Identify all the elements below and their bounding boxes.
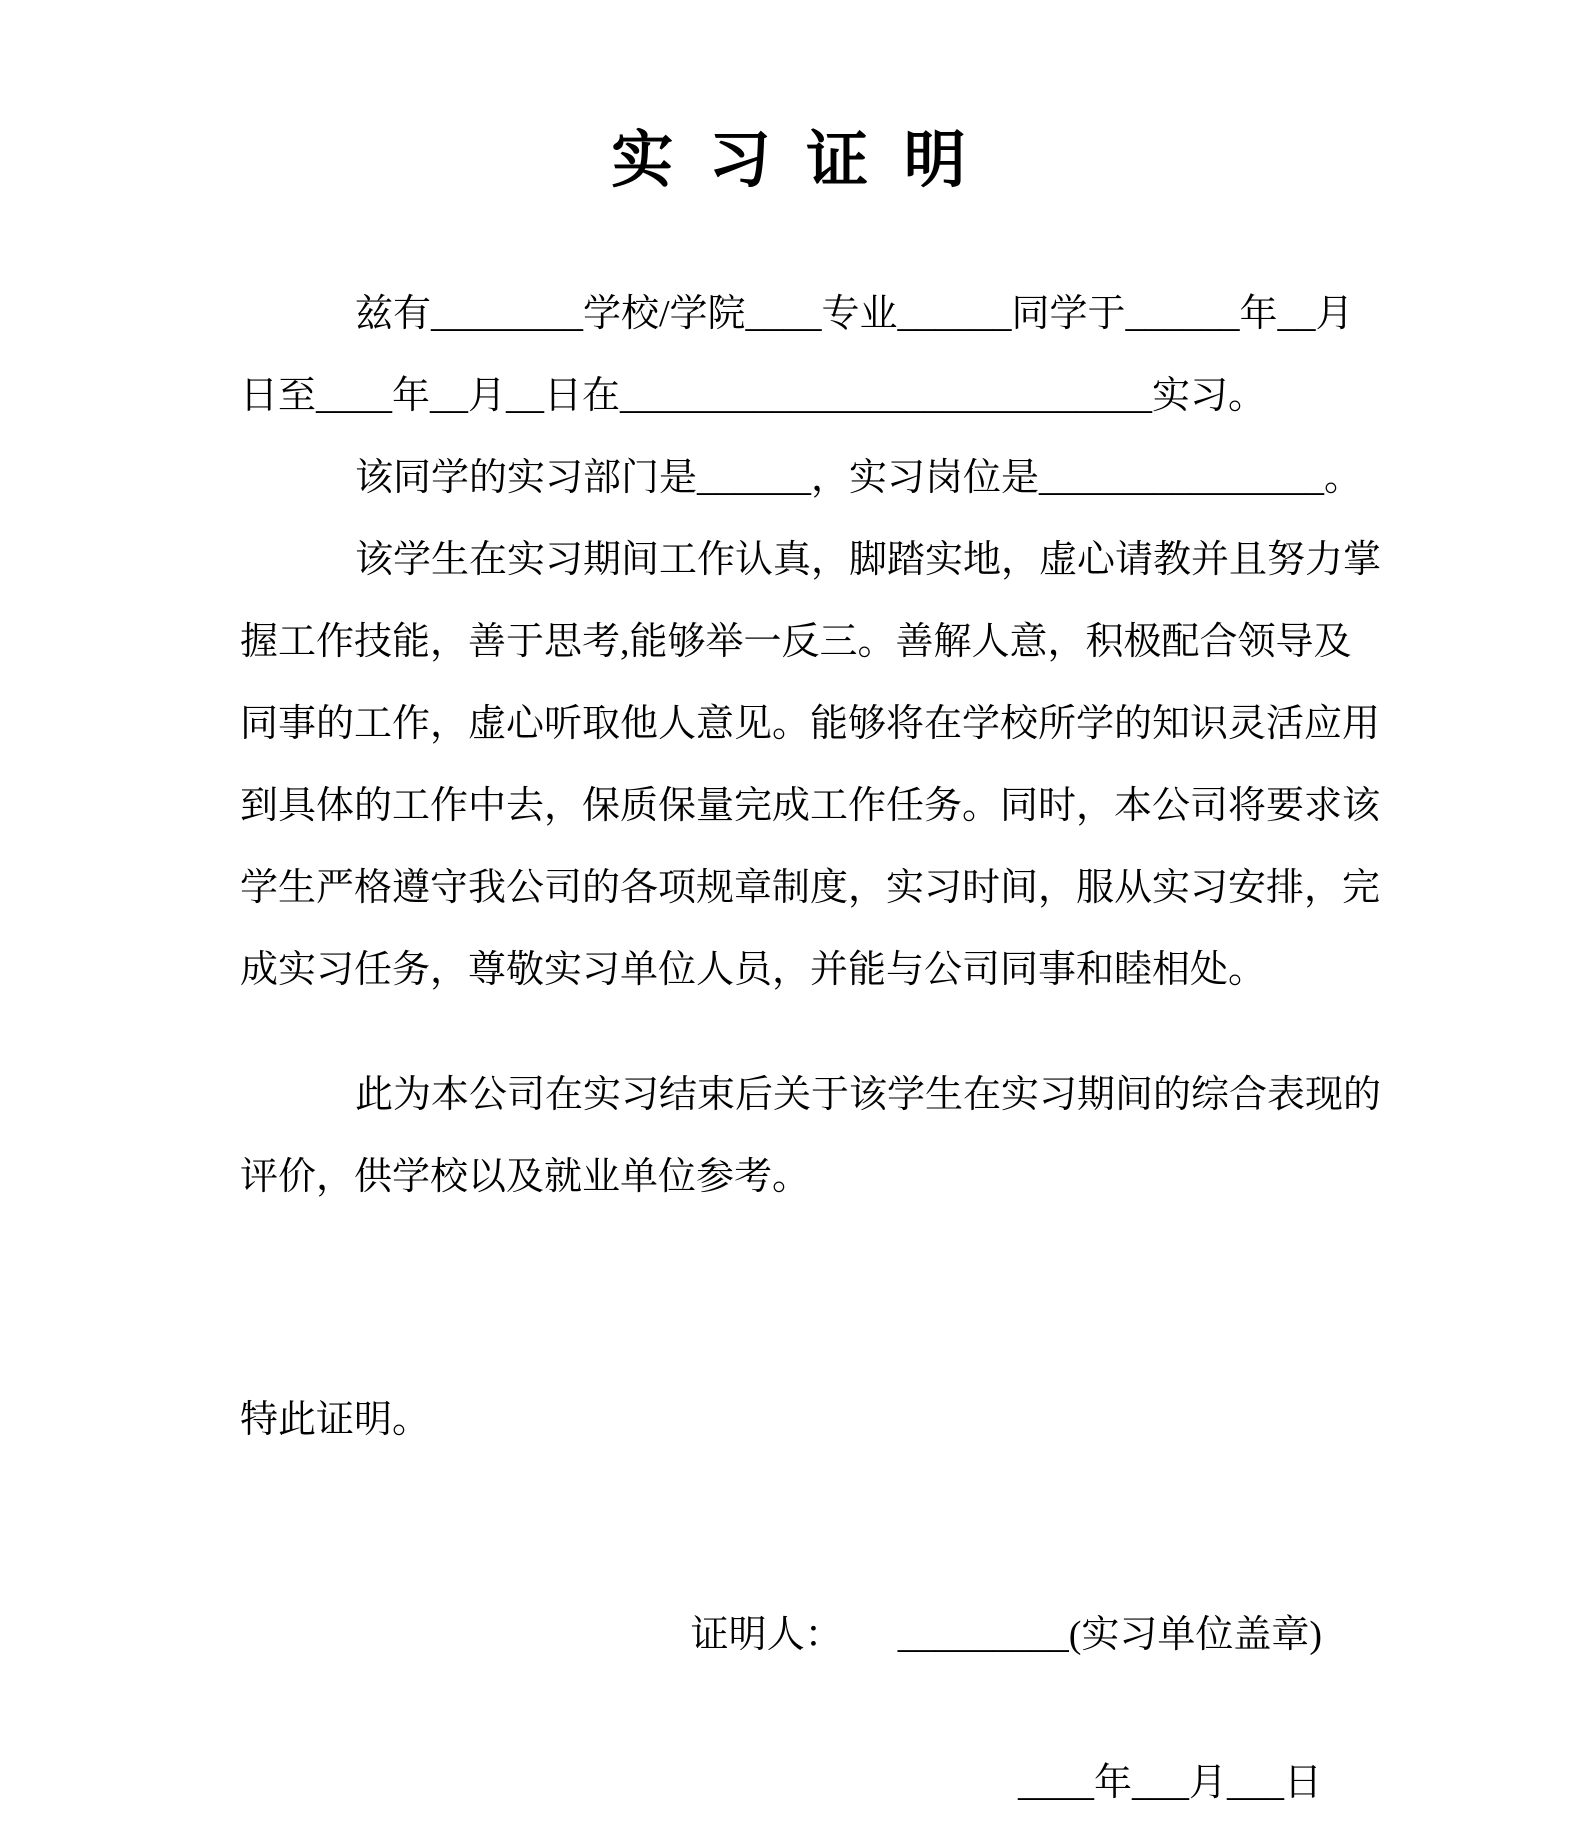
body-line: 此为本公司在实习结束后关于该学生在实习期间的综合表现的 [355, 1074, 1382, 1116]
paragraph-reference [240, 1054, 1382, 1218]
paragraph-intro [240, 273, 1354, 437]
body-line: 到具体的工作中去，保质保量完成工作任务。同时，本公司将要求该 [240, 785, 1381, 827]
document-body [240, 273, 1382, 1461]
signature-row [240, 1594, 1347, 1676]
document-content [240, 0, 1382, 1824]
date-line: ____年___月___日 [1017, 1762, 1322, 1804]
body-line: 该学生在实习期间工作认真，脚踏实地，虚心请教并且努力掌 [355, 539, 1382, 581]
body-line: 该同学的实习部门是______，实习岗位是_______________。 [355, 457, 1363, 499]
body-line: 成实习任务，尊敬实习单位人员，并能与公司同事和睦相处。 [240, 949, 1267, 991]
signature-label: 证明人： [690, 1614, 843, 1656]
body-line: 兹有________学校/学院____专业______同学于______年__月 [355, 293, 1354, 335]
paragraph-evaluation [240, 519, 1382, 1011]
body-line: 学生严格遵守我公司的各项规章制度，实习时间，服从实习安排，完 [240, 867, 1381, 909]
stamp-note: (实习单位盖章) [1068, 1614, 1322, 1656]
document-title: 实 习 证 明 [611, 127, 976, 195]
body-line: 同事的工作，虚心听取他人意见。能够将在学校所学的知识灵活应用 [240, 703, 1381, 745]
signature-blank-line: _________ [897, 1614, 1069, 1656]
body-line: 评价，供学校以及就业单位参考。 [240, 1156, 811, 1198]
paragraph-department [240, 437, 1363, 519]
paragraph-attestation [240, 1379, 1347, 1461]
body-line: 特此证明。 [240, 1399, 431, 1441]
body-line: 日至____年__月__日在____________________________实习。 [240, 375, 1267, 417]
body-line: 握工作技能，善于思考,能够举一反三。善解人意，积极配合领导及 [240, 621, 1352, 663]
